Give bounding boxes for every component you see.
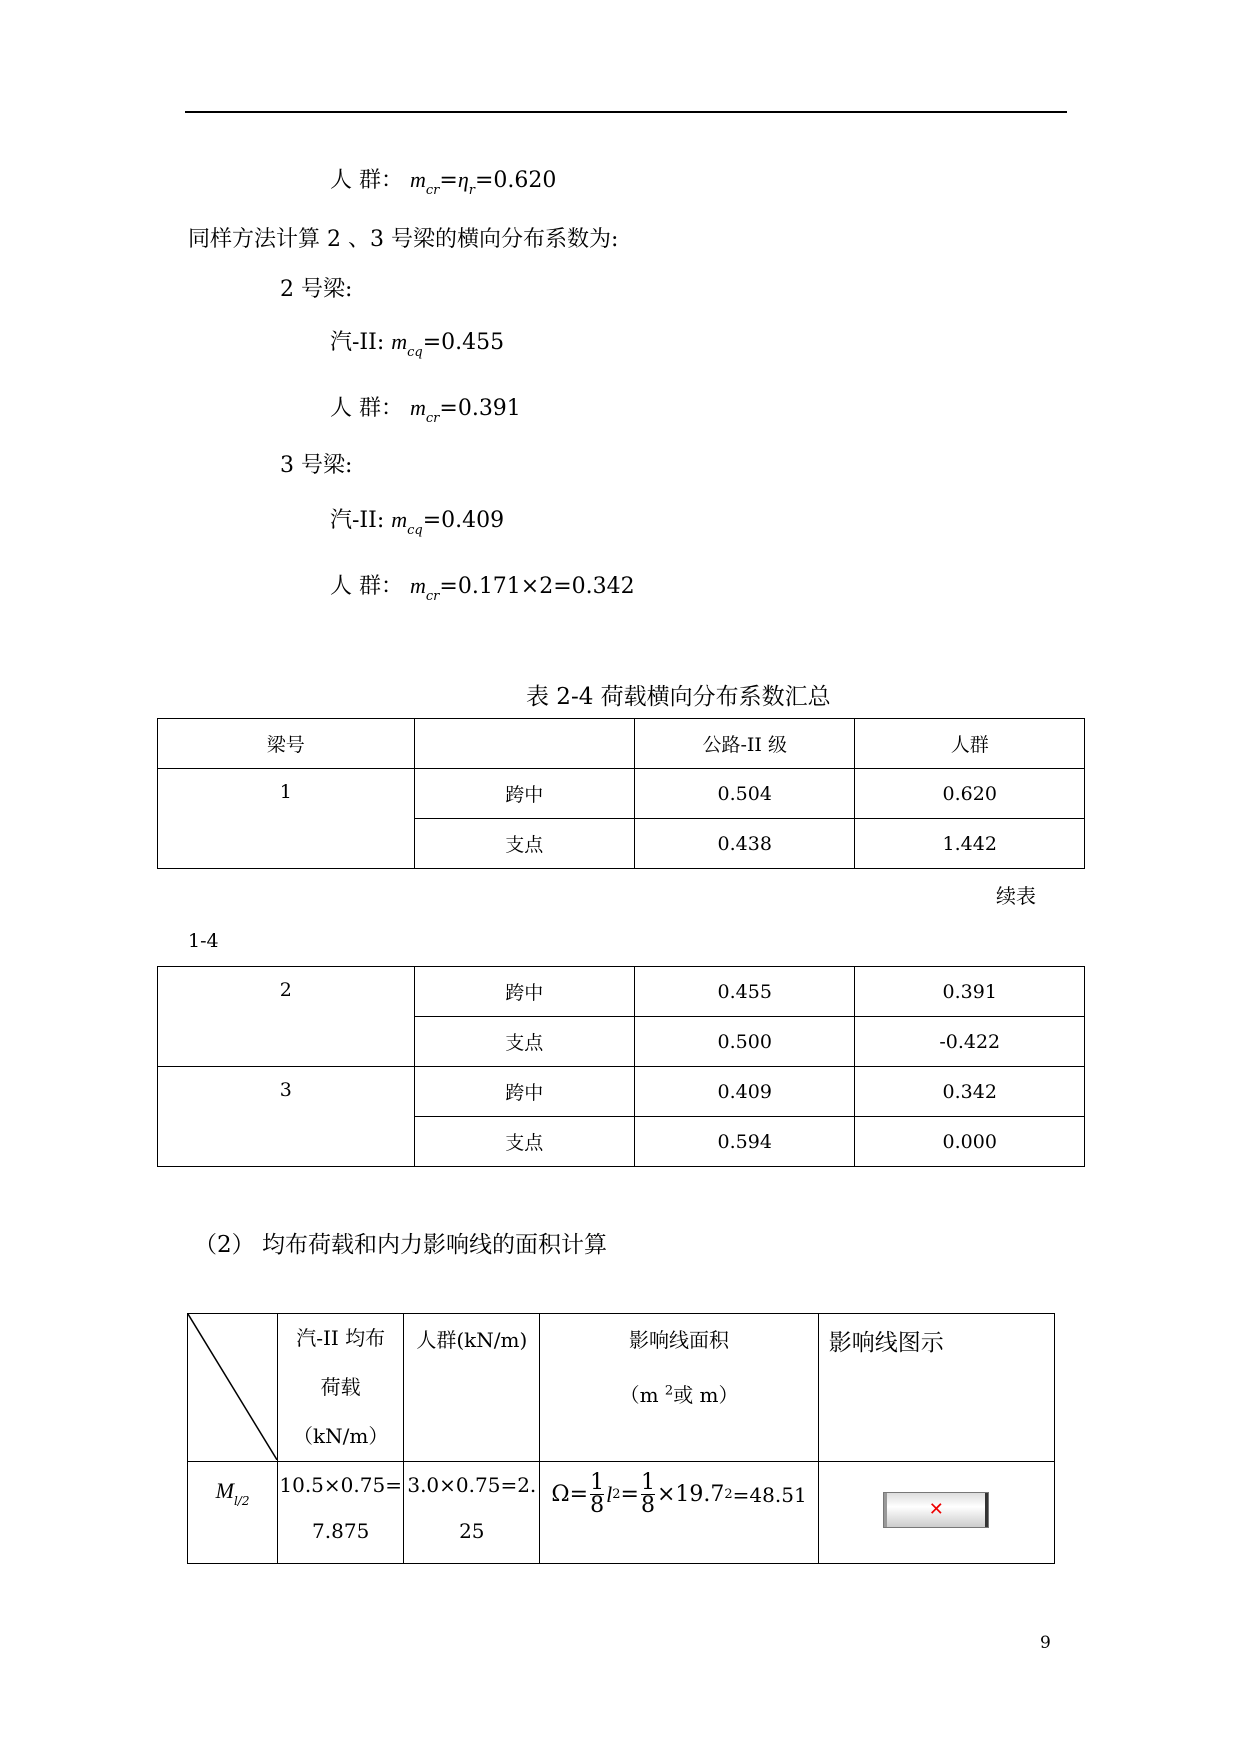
- position: 支点: [414, 819, 634, 869]
- header-road-load: 公路-II 级: [635, 719, 855, 769]
- beam2-title: 2 号梁:: [280, 277, 353, 302]
- distribution-table: [157, 718, 1085, 869]
- table-header-row: [188, 1314, 1055, 1462]
- road-value: 0.409: [635, 1067, 855, 1117]
- table-row: [188, 1462, 1055, 1564]
- beam2-car-coefficient: 汽-II: $m_{cq}=0.455$: [330, 329, 505, 360]
- table-header-row: [158, 719, 1085, 769]
- header-beam-number: 梁号: [158, 719, 415, 769]
- page-number: 9: [1040, 1633, 1051, 1653]
- header-car-uniform-load: 汽-II 均布 荷载 （kN/m）: [278, 1314, 404, 1462]
- beam3-crowd-coefficient: 人 群： $m_{cr}=0.171\times 2=0.342$: [330, 573, 635, 604]
- beam3-title: 3 号梁:: [280, 453, 353, 478]
- header-influence-area: 影响线面积 （m $^2$或 m）: [540, 1314, 818, 1462]
- crowd-value: 1.442: [855, 819, 1085, 869]
- crowd-value: 0.000: [855, 1117, 1085, 1167]
- influence-diagram-cell: [818, 1462, 1054, 1564]
- position: 跨中: [414, 1067, 634, 1117]
- header-rule: [185, 111, 1067, 113]
- crowd-value: 0.620: [855, 769, 1085, 819]
- road-value: 0.438: [635, 819, 855, 869]
- influence-area-formula: Ω = $\frac{1}{8}$ l 2 = $\frac{1}{8}$ ×19.7 2 =48.51: [540, 1462, 818, 1564]
- beam2-crowd-coefficient: 人 群： $m_{cr}=0.391$: [330, 395, 521, 426]
- beam-number: 1: [158, 769, 415, 869]
- broken-image-icon: ✕: [883, 1492, 989, 1528]
- diagonal-line: [188, 1314, 277, 1460]
- crowd-value: -0.422: [855, 1017, 1085, 1067]
- crowd-value: 0.342: [855, 1067, 1085, 1117]
- beam-number: 3: [158, 1067, 415, 1167]
- crowd-load-value: 3.0×0.75=2. 25: [404, 1462, 540, 1564]
- table-row: [158, 967, 1085, 1017]
- intro-text: 同样方法计算 2 、3 号梁的横向分布系数为:: [188, 227, 619, 252]
- header-influence-diagram: 影响线图示: [818, 1314, 1054, 1462]
- position: 支点: [414, 1017, 634, 1067]
- crowd-value: 0.391: [855, 967, 1085, 1017]
- continued-label: 续表: [996, 884, 1036, 908]
- influence-line-table: [187, 1313, 1055, 1564]
- position: 支点: [414, 1117, 634, 1167]
- section-heading: （2） 均布荷载和内力影响线的面积计算: [194, 1232, 607, 1258]
- road-value: 0.455: [635, 967, 855, 1017]
- car-load-value: 10.5×0.75= 7.875: [278, 1462, 404, 1564]
- distribution-table-continued: [157, 966, 1085, 1167]
- continued-number: 1-4: [188, 930, 219, 952]
- header-crowd-load: 人群(kN/m): [404, 1314, 540, 1462]
- position: 跨中: [414, 967, 634, 1017]
- beam-number: 2: [158, 967, 415, 1067]
- crowd-coefficient-beam1: 人 群： $m_{cr}=\eta_r=0.620$: [330, 167, 557, 198]
- road-value: 0.594: [635, 1117, 855, 1167]
- header-position: [414, 719, 634, 769]
- table-caption: 表 2-4 荷载横向分布系数汇总: [526, 684, 831, 710]
- table-row: [158, 1067, 1085, 1117]
- road-value: 0.504: [635, 769, 855, 819]
- diagonal-corner-cell: [188, 1314, 278, 1462]
- road-value: 0.500: [635, 1017, 855, 1067]
- header-crowd: 人群: [855, 719, 1085, 769]
- table-row: [158, 769, 1085, 819]
- beam3-car-coefficient: 汽-II: $m_{cq}=0.409$: [330, 507, 505, 538]
- position: 跨中: [414, 769, 634, 819]
- moment-label: $M_{l/2}$: [188, 1462, 278, 1564]
